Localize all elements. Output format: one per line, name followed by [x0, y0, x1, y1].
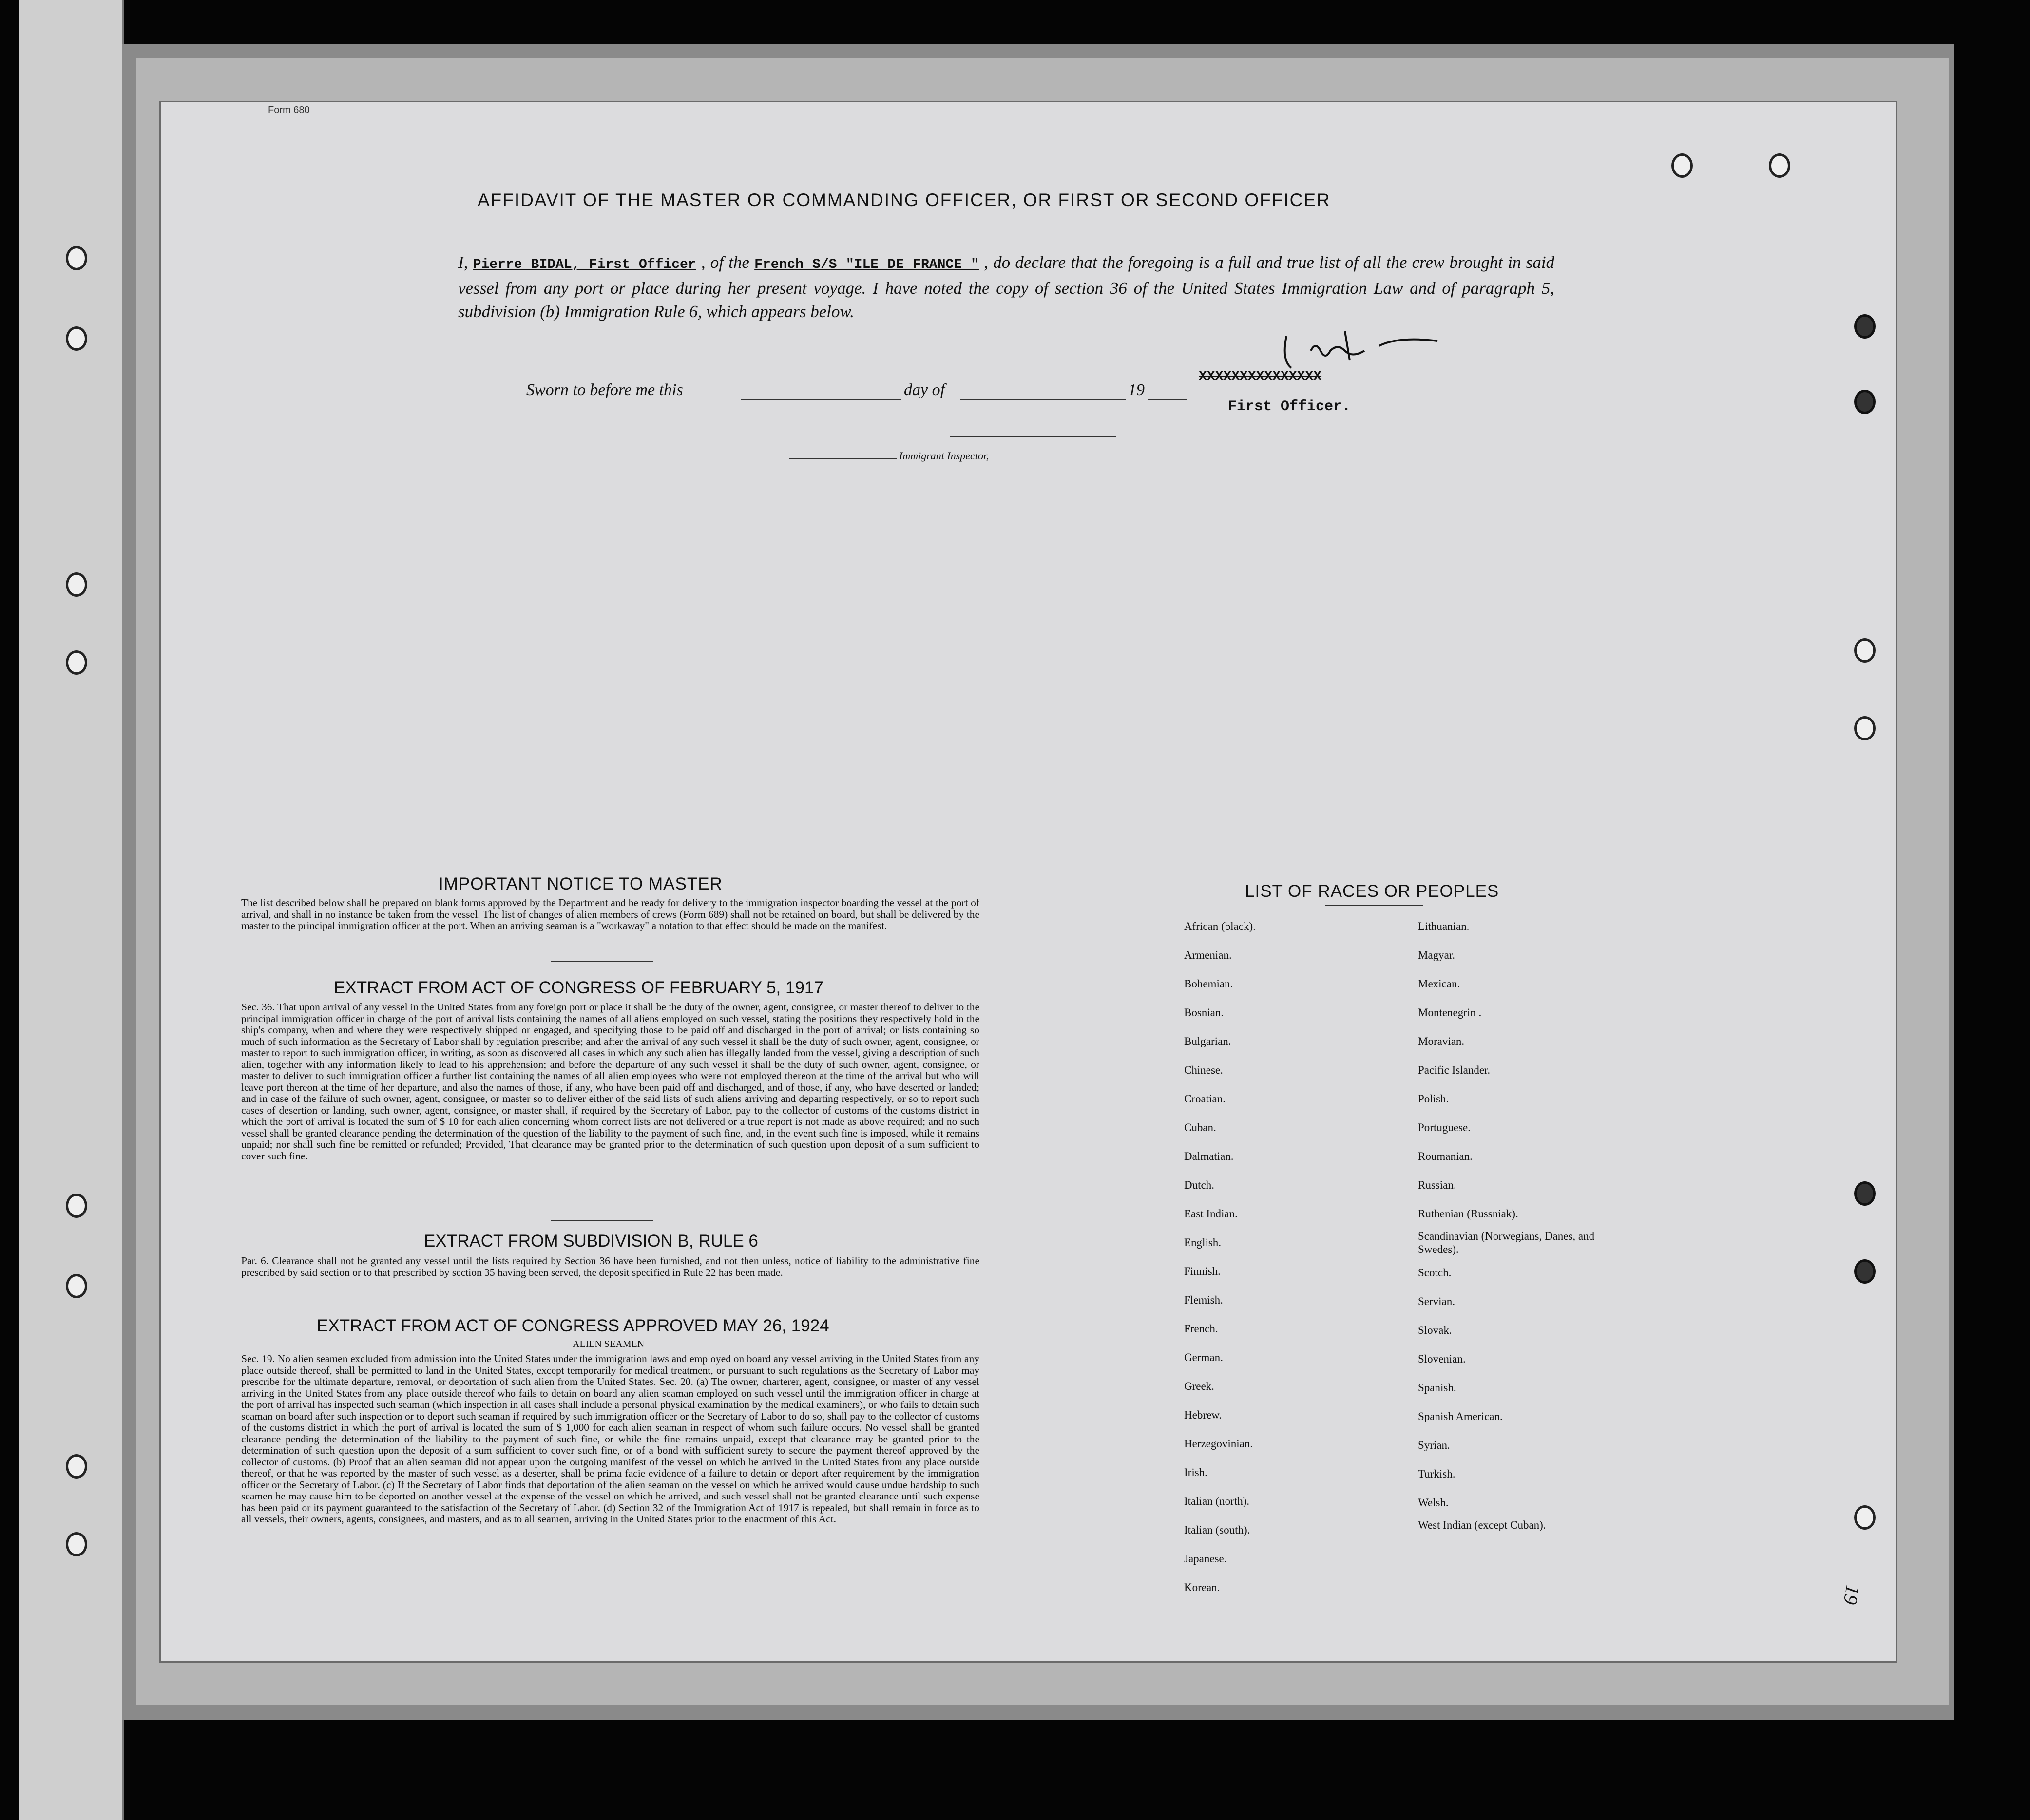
page-hole-icon: [1769, 153, 1790, 178]
signature-title: First Officer.: [1228, 398, 1351, 415]
race-item: West Indian (except Cuban).: [1418, 1519, 1546, 1531]
binder-hole-icon: [66, 1532, 87, 1556]
binder-hole-icon: [66, 650, 87, 675]
race-item: German.: [1184, 1351, 1223, 1364]
race-item: French.: [1184, 1323, 1218, 1335]
race-item: Greek.: [1184, 1380, 1214, 1392]
race-item: Syrian.: [1418, 1439, 1450, 1451]
notice-title: IMPORTANT NOTICE TO MASTER: [439, 874, 723, 893]
binder-hole-icon: [66, 1194, 87, 1218]
race-item: East Indian.: [1184, 1208, 1238, 1220]
vessel-name: French S/S "ILE DE FRANCE ": [754, 257, 979, 272]
race-item: Finnish.: [1184, 1265, 1221, 1277]
race-item: Moravian.: [1418, 1035, 1465, 1047]
race-item: Spanish American.: [1418, 1410, 1503, 1422]
extract-1924-title: EXTRACT FROM ACT OF CONGRESS APPROVED MAY 26, 1924: [317, 1316, 829, 1335]
race-item: African (black).: [1184, 920, 1256, 932]
signature-struck: XXXXXXXXXXXXXXX: [1199, 369, 1322, 384]
race-item: Spanish.: [1418, 1382, 1456, 1394]
race-item: Portuguese.: [1418, 1121, 1471, 1134]
race-item: Korean.: [1184, 1581, 1220, 1593]
page-number: 19: [1839, 1583, 1864, 1607]
year-blank: [1148, 399, 1187, 400]
form-number: Form 680: [268, 105, 310, 115]
of-the-label: , of the: [701, 253, 749, 272]
extract-1917-title: EXTRACT FROM ACT OF CONGRESS OF FEBRUARY 5, 1917: [334, 978, 823, 997]
race-item: Mexican.: [1418, 978, 1460, 990]
year-prefix: 19: [1128, 381, 1145, 399]
divider: [1325, 905, 1423, 906]
race-item: Roumanian.: [1418, 1150, 1473, 1162]
race-item: Slovak.: [1418, 1324, 1452, 1336]
race-item: Servian.: [1418, 1295, 1455, 1308]
signature-icon: [1267, 322, 1472, 375]
race-item: Croatian.: [1184, 1093, 1226, 1105]
page-hole-icon: [1854, 716, 1876, 740]
page-hole-icon: [1854, 314, 1876, 339]
race-item: Welsh.: [1418, 1497, 1449, 1509]
declaration-text: , do declare that the foregoing is a full and true list of all the crew brought in said vessel from any port or place during her present voyage. I have noted the copy of section 36 of the United States Immigration Law and of paragraph 5, subdivision (b) Immigration Rule 6, which appears below.: [458, 253, 1555, 321]
race-item: English.: [1184, 1236, 1222, 1249]
binder-hole-icon: [66, 1274, 87, 1298]
race-item: Pacific Islander.: [1418, 1064, 1491, 1076]
races-left-list: [1184, 912, 1256, 1602]
race-item: Armenian.: [1184, 949, 1232, 961]
race-item: Italian (north).: [1184, 1495, 1250, 1507]
affidavit-declaration: [458, 251, 1554, 323]
binder-hole-icon: [66, 572, 87, 597]
affidavit-intro: I,: [458, 253, 468, 272]
race-item: Flemish.: [1184, 1294, 1223, 1306]
page-hole-icon: [1854, 1259, 1876, 1284]
extract-1924-subtitle: ALIEN SEAMEN: [573, 1339, 645, 1349]
race-item: Dalmatian.: [1184, 1150, 1234, 1162]
inspector-blank: [789, 458, 897, 459]
binder-hole-icon: [66, 246, 87, 270]
races-title: LIST OF RACES OR PEOPLES: [1245, 882, 1499, 901]
inspector-signature-blank: [950, 436, 1116, 437]
inspector-label: Immigrant Inspector,: [899, 450, 989, 462]
race-item: Dutch.: [1184, 1179, 1214, 1191]
extract-rule6-text: Par. 6. Clearance shall not be granted any vessel until the lists required by Section 36 have been furnished, and not then unless, notice of liability to the administrative fine prescribed by said section or to that prescribed by section 35 having been served, the deposit specified in Rule 22 has been made.: [241, 1255, 979, 1278]
extract-rule6-title: EXTRACT FROM SUBDIVISION B, RULE 6: [424, 1232, 758, 1251]
race-item: Lithuanian.: [1418, 920, 1470, 932]
extract-1917-text: Sec. 36. That upon arrival of any vessel in the United States from any foreign port or place it shall be the duty of the owner, agent, consignee, or master thereof to deliver to the principal immigration officer in charge of the port of arrival lists containing the names of all aliens employed on such vessel, stating the positions they respectively hold in the ship's company, when and where they were respectively shipped or engaged, and specifying those to be paid off and discharged in the port of arrival; or lists containing so much of such information as the Secretary of Labor shall by regulation prescribe; and after the arrival of any such vessel it shall be the duty of such owner, agent, consignee, or master to report to such immigration officer, in writing, as soon as discovered all cases in which any such alien has illegally landed from the vessel, giving a description of such alien, together with any information likely to lead to his apprehension; and before the departure of any such vessel it shall be the duty of such owner, agent, consignee, or master to deliver to such immigration officer a further list containing the names of all alien employees who were not employed thereon at the time of the arrival but who will leave port thereon at the time of her departure, and also the names of those, if any, who have been paid off and discharged, and of those, if any, who have deserted or landed; and in case of the failure of such owner, agent, consignee, or master so to deliver either of the said lists of such aliens arriving and departing respectively, or so to report such cases of desertion or landing, such owner, agent, consignee, or master shall, if required by the Secretary of Labor, pay to the collector of customs of the customs district in which the port of arrival is located the sum of $ 10 for each alien concerning whom correct lists are not delivered or a true report is not made as above required; and no such vessel shall be granted clearance pending the determination of the question of the liability to the payment of such fine, and, in the event such fine is imposed, while it remains unpaid; nor shall such fine be remitted or refunded; Provided, That clearance may be granted prior to the determination of such question upon deposit of a sum sufficient to cover such fine.: [241, 1001, 979, 1162]
sworn-label: Sworn to before me this: [526, 381, 683, 399]
race-item: Turkish.: [1418, 1468, 1455, 1480]
race-item: Slovenian.: [1418, 1353, 1466, 1365]
divider: [551, 1220, 653, 1221]
race-item: Irish.: [1184, 1466, 1207, 1479]
race-item: Hebrew.: [1184, 1409, 1222, 1421]
page-hole-icon: [1854, 1181, 1876, 1206]
race-item: Bulgarian.: [1184, 1035, 1231, 1047]
races-right-list: [1418, 912, 1613, 1547]
race-item: Bosnian.: [1184, 1006, 1224, 1019]
day-blank: [741, 399, 901, 400]
page-hole-icon: [1854, 638, 1876, 663]
extract-1924-text: Sec. 19. No alien seamen excluded from admission into the United States under the immigration laws and employed on board any vessel arriving in the United States from any place outside thereof, shall be permitted to land in the United States, except temporarily for medical treatment, or pursuant to such regulations as the Secretary of Labor may prescribe for the ultimate departure, removal, or deportation of such alien from the United States. Sec. 20. (a) The owner, charterer, agent, consignee, or master of any vessel arriving in the United States from any place outside thereof who fails to detain on board any alien seaman employed on such vessel until the immigration officer in charge at the port of arrival has inspected such seaman (which inspection in all cases shall include a personal physical examination by the medical examiners), or who fails to detain such seaman on board after such inspection or to deport such seaman if required by such immigration officer or the Secretary of Labor to do so, shall pay to the collector of customs of the customs district in which the port of arrival is located the sum of $ 1,000 for each alien seaman in respect of whom such failure occurs. No vessel shall be granted clearance pending the determination of the liability to the payment of such fine, or while the fine remains unpaid, except that clearance may be granted prior to the determination of such question upon the deposit of a sum sufficient to cover such fine, or of a bond with sufficient surety to secure the payment thereof approved by the collector of customs. (b) Proof that an alien seaman did not appear upon the outgoing manifest of the vessel on which he arrived in the United States from any place outside thereof, or that he was reported by the master of such vessel as a deserter, shall be prima facie evidence of a failure to detain or deport after requirement by the immigration officer or the Secretary of Labor. (c) If the Secretary of Labor finds that deportation of the alien seaman on the vessel on which he arrived would cause undue hardship to such seamen he may cause him to be deported on another vessel at the expense of the vessel on which he arrived, and such vessel shall not be granted clearance until such expense has been paid or its payment guaranteed to the satisfaction of the Secretary of Labor. (d) Section 32 of the Immigration Act of 1917 is repealed, but shall remain in force as to all vessels, their owners, agents, consignees, and masters, and as to all seamen, arriving in the United States prior to the enactment of this Act.: [241, 1353, 979, 1525]
page-hole-icon: [1854, 1505, 1876, 1530]
race-item: Italian (south).: [1184, 1524, 1250, 1536]
binder-hole-icon: [66, 326, 87, 351]
race-item: Herzegovinian.: [1184, 1438, 1253, 1450]
race-item: Russian.: [1418, 1179, 1456, 1191]
race-item: Scotch.: [1418, 1267, 1452, 1279]
affidavit-title: AFFIDAVIT OF THE MASTER OR COMMANDING OFFICER, OR FIRST OR SECOND OFFICER: [478, 190, 1331, 210]
month-blank: [960, 399, 1126, 400]
officer-name: Pierre BIDAL, First Officer: [473, 257, 696, 272]
race-item: Scandinavian (Norwegians, Danes, and Swedes).: [1418, 1230, 1595, 1255]
race-item: Cuban.: [1184, 1121, 1216, 1134]
day-of-label: day of: [904, 381, 945, 399]
race-item: Bohemian.: [1184, 978, 1233, 990]
race-item: Ruthenian (Russniak).: [1418, 1208, 1518, 1220]
race-item: Magyar.: [1418, 949, 1455, 961]
document-page: [161, 102, 1896, 1661]
race-item: Montenegrin .: [1418, 1006, 1482, 1019]
page-hole-icon: [1854, 390, 1876, 414]
race-item: Chinese.: [1184, 1064, 1223, 1076]
binder-hole-icon: [66, 1454, 87, 1479]
notice-text: The list described below shall be prepared on blank forms approved by the Department and be ready for delivery to the immigration inspector boarding the vessel at the port of arrival, and shall in no instance be taken from the vessel. The list of changes of alien members of crews (Form 689) shall not be retained on board, but shall be delivered by the master to the principal immigration officer at the port. When an arriving seaman is a "workaway" a notation to that effect should be made on the manifest.: [241, 897, 979, 931]
divider: [551, 961, 653, 962]
race-item: Japanese.: [1184, 1553, 1227, 1565]
page-hole-icon: [1671, 153, 1693, 178]
race-item: Polish.: [1418, 1093, 1449, 1105]
